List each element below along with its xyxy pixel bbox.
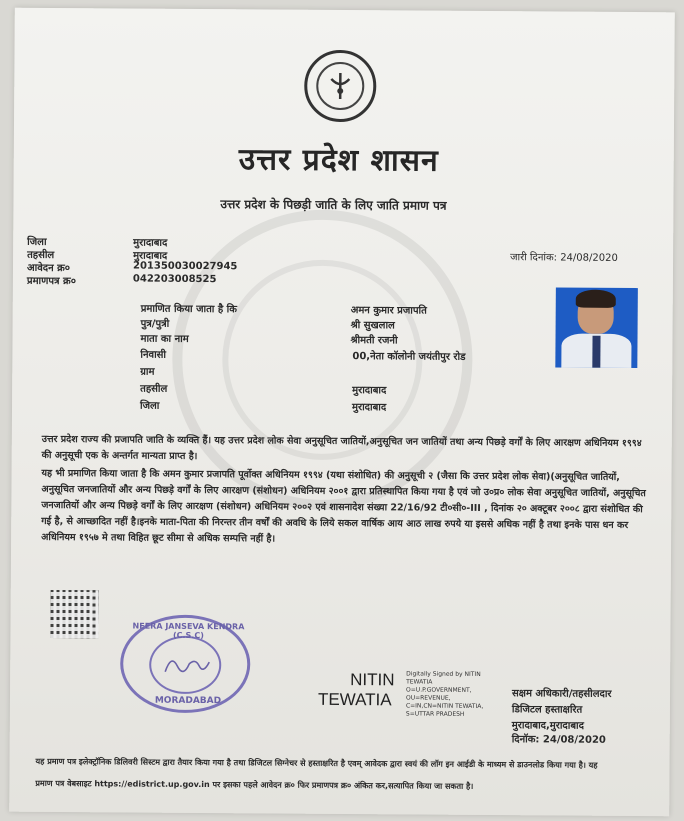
certificate-label: प्रमाणपत्र क्र० <box>26 275 77 288</box>
application-label: आवेदन क्र० <box>26 262 71 275</box>
village-label: ग्राम <box>140 366 155 378</box>
footer-note-1: यह प्रमाण पत्र इलेक्ट्रॉनिक डिलिवरी सिस्टम द्वारा तैयार किया गया है तथा डिजिटल सिग्नेचर से हस्ताक्षरित है एवम् आवेदक द्वारा स्वयं की लॉग इन आईडी के माध्यम से डाउनलोड किया गया है। यह <box>35 756 598 770</box>
stamp-signature-icon <box>161 652 211 678</box>
certificate-number: 042203008525 <box>132 273 217 286</box>
certificate-subtitle: उत्तर प्रदेश के पिछड़ी जाति के लिए जाति प्रमाण पत्र <box>220 197 447 213</box>
person-tehsil-value: मुरादाबाद <box>352 385 387 397</box>
applicant-photo <box>555 287 638 368</box>
stamp-bottom-text: MORADABAD <box>154 695 222 707</box>
authority-date: दिनॉक: 24/08/2020 <box>511 734 606 746</box>
person-district-value: मुरादाबाद <box>351 402 387 414</box>
certified-label: प्रमाणित किया जाता है कि <box>140 303 237 316</box>
mother-label: माता का नाम <box>140 333 189 345</box>
up-govt-emblem <box>304 50 377 123</box>
authority-location: मुरादाबाद,मुरादाबाद <box>511 720 584 732</box>
photo-hair <box>576 290 616 308</box>
tehsil-value: मुरादाबाद <box>133 250 168 262</box>
page-title: उत्तर प्रदेश शासन <box>238 142 439 179</box>
person-district-label: जिला <box>139 400 160 412</box>
digital-signature-details: Digitally Signed by NITIN TEWATIA O=U.P.GOVERNMENT, OU=REVENUE, C=IN,CN=NITIN TEWATIA, S=UTTAR PRADESH <box>405 670 484 718</box>
application-number: 201350030027945 <box>132 260 238 273</box>
district-value: मुरादाबाद <box>133 237 168 249</box>
signer-first-name: NITIN <box>350 670 395 690</box>
certificate-page <box>9 8 675 817</box>
caste-statement: उत्तर प्रदेश राज्य की प्रजापति जाति के व्यक्ति हैं। यह उत्तर प्रदेश लोक सेवा अनुसूचित जातियों,अनुसूचित जन जातियों तथा अन्य पिछड़े वर्गों के लिए आरक्षण अधिनियम १९९४ की अनुसूची एक के अन्तर्गत मान्यता प्राप्त है। <box>41 433 642 462</box>
qr-code-overlay <box>50 590 98 638</box>
mother-name: श्रीमती रजनी <box>350 335 398 347</box>
footer-note-2: प्रमाण पत्र वेबसाइट https://edistrict.up.gov.in पर इसका पहले आवेदन क्र० फिर प्रमाणपत्र क्र० अंकित कर,सत्यापित किया जा सकता है। <box>35 778 474 791</box>
authority-title: सक्षम अधिकारी/तहसीलदार <box>511 688 612 700</box>
photo-tie <box>592 336 600 368</box>
stamp-inner-ring <box>149 636 221 695</box>
resident-label: निवासी <box>140 349 167 361</box>
authority-digital: डिजिटल हस्ताक्षरित <box>511 704 583 716</box>
person-tehsil-label: तहसील <box>140 383 168 395</box>
parent-label: पुत्र/पुत्री <box>140 318 170 330</box>
issue-date: जारी दिनांक: 24/08/2020 <box>510 252 618 264</box>
district-label: जिला <box>27 236 47 248</box>
resident-address: 00,नेता कॉलोनी जयंतीपुर रोड <box>352 351 466 363</box>
father-name: श्री सुखलाल <box>350 320 395 332</box>
applicant-name: अमन कुमार प्रजापति <box>350 305 427 317</box>
certification-paragraph: यह भी प्रमाणित किया जाता है कि अमन कुमार प्रजापति पूर्वोक्त अधिनियम १९९४ (यथा संशोधित) की अनुसूची २ (जैसा कि उत्तर प्रदेश लोक सेवा)(अनुसूचित जातियों, अनुसूचित जनजातियों और अन्य पिछड़े वर्गों के लिए आरक्षण (संशोधन) अधिनियम २००१ द्वारा प्रतिस्थापित किया गया है एवं जो उ०प्र० लोक सेवा अनुसूचित जातियों, अनुसूचित जनजातियों और अन्य पिछड़े वर्गों के लिए आरक्षण (संशोधन) अधिनियम २००२ एवं शासनादेश संख्या 22/16/92 टी०सी०-III , दिनांक २० अक्टूबर २००८ द्वारा संशोधित की गई है, से आच्छादित नहीं है।इनके माता-पिता की निरन्तर तीन वर्षों की अवधि के लिये सकल वार्षिक आय आठ लाख रुपये या इससे अधिक नहीं है तथा इनके पास धन कर अधिनियम १९५७ मे तथा विहित छूट सीमा से अधिक सम्पत्ति नहीं है। <box>41 467 646 545</box>
stamp-top-text: NEERA JANSEVA KENDRA (C.S.C) <box>132 621 245 641</box>
csc-stamp <box>120 614 251 713</box>
tehsil-label: तहसील <box>27 249 55 261</box>
signer-last-name: TEWATIA <box>317 689 392 710</box>
emblem-symbol-icon <box>327 71 353 101</box>
